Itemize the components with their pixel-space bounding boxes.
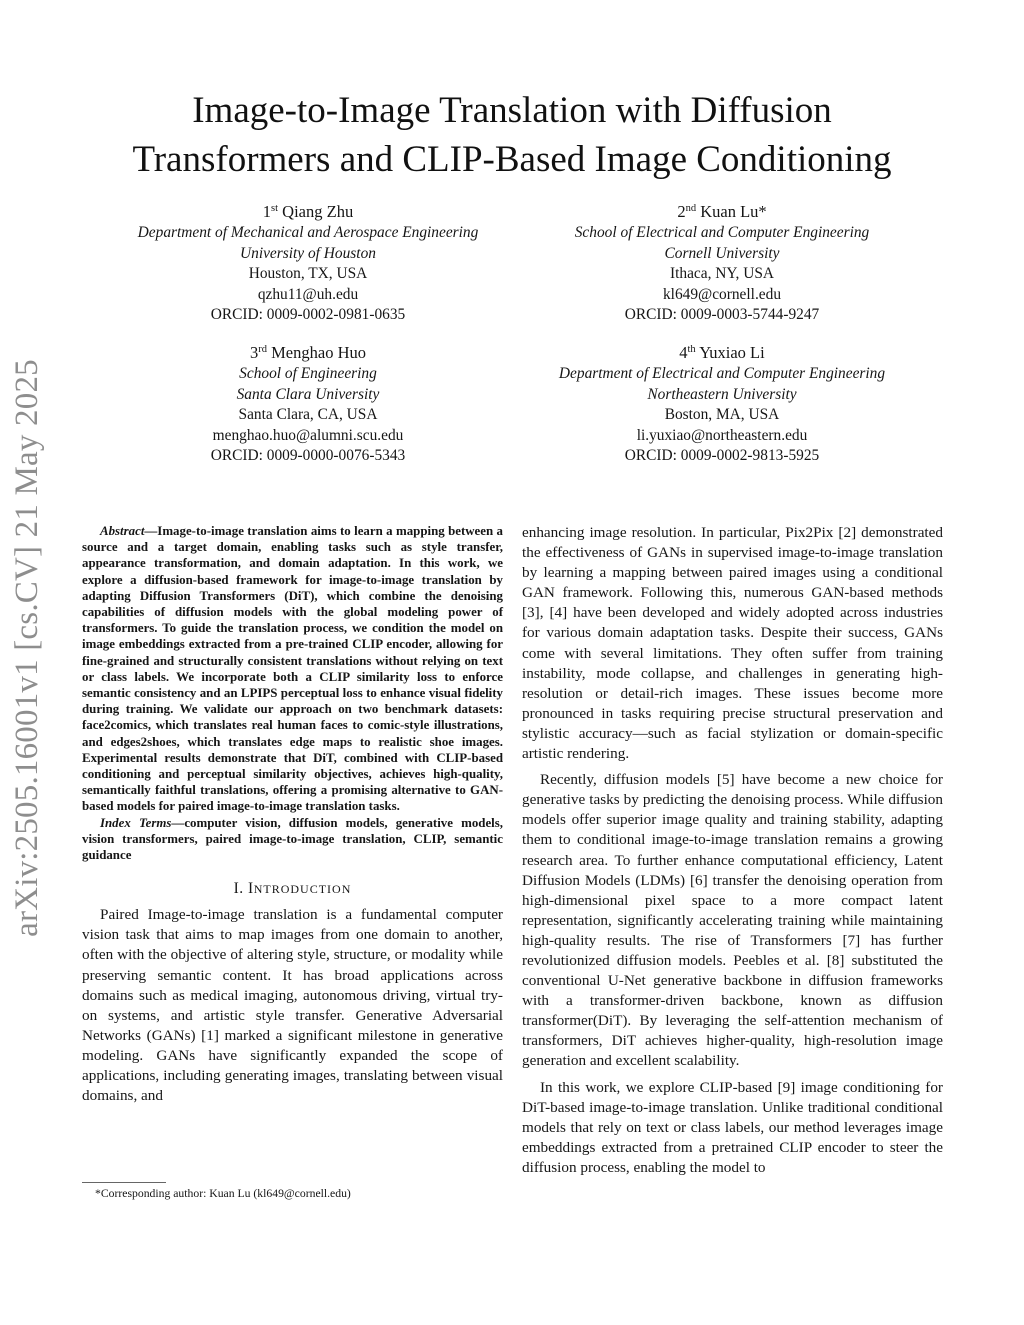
index-terms-text: —computer vision, diffusion models, generative models, vision transformers, paired image-to-image translation, CLIP, semantic guidance xyxy=(82,815,504,863)
author-name: 2nd Kuan Lu* xyxy=(677,202,767,221)
left-column xyxy=(82,523,503,1106)
author-location: Houston, TX, USA xyxy=(248,265,368,282)
right-column xyxy=(522,523,943,1178)
author-orcid: ORCID: 0009-0000-0076-5343 xyxy=(210,447,406,464)
abstract-text: —Image-to-image translation aims to learn a mapping between a source and a target domain, enabling tasks such as style transfer, appearance transformation, and domain adaptation. In this work, we explore a diffusion-based framework for image-to-image translation by adapting Diffusion Transformers (DiT), which combine the denoising capabilities of diffusion models with the global modeling power of transformers. To guide the translation process, we condition the model on image embeddings extracted from a pre-trained CLIP encoder, allowing for fine-grained and structurally consistent translations without relying on text or class labels. We incorporate both a CLIP similarity loss to enforce semantic consistency and an LPIPS perceptual loss to enhance visual fidelity during training. We validate our approach on two benchmark datasets: face2comics, which translates real human faces to comic-style illustrations, and edges2shoes, which translates edge maps to realistic shoe images. Experimental results demonstrate that DiT, combined with CLIP-based conditioning and perceptual similarity objectives, achieves high-quality, semantically faithful translations, offering a promising alternative to GAN-based models for paired image-to-image translation tasks. xyxy=(82,524,503,814)
author-block-1 xyxy=(98,201,518,326)
author-email: kl649@cornell.edu xyxy=(662,285,782,303)
author-block-4 xyxy=(512,342,932,467)
title-line-2: Transformers and CLIP-Based Image Conditioning xyxy=(132,139,892,180)
index-terms xyxy=(82,815,503,864)
author-department: School of Electrical and Computer Engineering xyxy=(574,224,870,241)
author-institution: Northeastern University xyxy=(647,385,797,403)
author-department: School of Engineering xyxy=(239,365,377,382)
author-name: 3rd Menghao Huo xyxy=(250,343,366,362)
title-line-1: Image-to-Image Translation with Diffusion xyxy=(192,90,832,131)
author-orcid: ORCID: 0009-0003-5744-9247 xyxy=(624,306,820,323)
author-orcid: ORCID: 0009-0002-9813-5925 xyxy=(624,447,820,464)
author-email: menghao.huo@alumni.scu.edu xyxy=(212,426,404,444)
abstract xyxy=(82,523,503,815)
body-paragraph: In this work, we explore CLIP-based [9] image conditioning for DiT-based image-to-image translation. Unlike traditional conditional models that rely on text or class labels, our method leverages image embeddings extracted from a pretrained CLIP encoder to steer the diffusion process, enabling the model to xyxy=(522,1078,943,1176)
abstract-label: Abstract xyxy=(100,524,145,538)
footnote-corresponding-author: *Corresponding author: Kuan Lu (kl649@cornell.edu) xyxy=(95,1187,351,1200)
author-location: Santa Clara, CA, USA xyxy=(238,406,378,423)
author-block-2 xyxy=(512,201,932,326)
author-location: Boston, MA, USA xyxy=(664,406,780,423)
author-orcid: ORCID: 0009-0002-0981-0635 xyxy=(210,306,406,323)
section-heading-introduction: I. INTRODUCTION xyxy=(233,880,352,898)
author-email: qzhu11@uh.edu xyxy=(257,285,359,303)
author-department: Department of Mechanical and Aerospace Engineering xyxy=(137,224,479,241)
index-terms-label: Index Terms xyxy=(100,815,172,830)
arxiv-identifier: arXiv:2505.16001v1 [cs.CV] 21 May 2025 xyxy=(9,359,45,937)
body-paragraph: enhancing image resolution. In particular, Pix2Pix [2] demonstrated the effectiveness of GANs in supervised image-to-image translation by learning a mapping between paired images using a conditional GAN framework. Following this, numerous GAN-based methods [3], [4] have been developed and widely adopted across industries for various domain adaptation tasks. Despite their success, GANs come with several limitations. They often suffer from training instability, mode collapse, and challenges in generating high-resolution or detail-rich images. These issues become more pronounced in tasks requiring precise structural preservation and stylistic accuracy—such as facial stylization or domain-specific artistic rendering. xyxy=(522,524,943,763)
author-name: 4th Yuxiao Li xyxy=(679,343,765,362)
author-location: Ithaca, NY, USA xyxy=(669,265,774,282)
author-institution: University of Houston xyxy=(240,244,376,262)
author-institution: Cornell University xyxy=(664,244,780,262)
author-email: li.yuxiao@northeastern.edu xyxy=(636,426,808,444)
author-block-3 xyxy=(98,342,518,467)
body-paragraph: Paired Image-to-image translation is a fundamental computer vision task that aims to map images from one domain to another, often with the objective of altering style, structure, or modality while preserving semantic content. It has broad applications across domains such as medical imaging, autonomous driving, virtual try-on systems, and artistic style transfer. Generative Adversarial Networks (GANs) [1] marked a significant milestone in generative modeling. GANs have significantly expanded the scope of applications, including generating images, translating between visual domains, and xyxy=(82,906,503,1105)
footnote-rule xyxy=(82,1182,166,1183)
author-name: 1st Qiang Zhu xyxy=(262,202,354,221)
author-institution: Santa Clara University xyxy=(236,385,380,403)
paper-title xyxy=(60,86,964,184)
body-paragraph: Recently, diffusion models [5] have become a new choice for generative tasks by predicting the denoising process. While diffusion models offer superior image quality and training stability, adapting them to conditional image-to-image translation remains a growing research area. To further enhance computational efficiency, Latent Diffusion Models (LDMs) [6] transfer the denoising operation from high-dimensional pixel space to a more compact latent representation, significantly accelerating training while maintaining high-quality results. The rise of Transformers [7] has further revolutionized diffusion models. Peebles et al. [8] substituted the conventional U-Net generative backbone in diffusion frameworks with a transformer-driven backbone, known as diffusion transformer(DiT). By leveraging the self-attention mechanism of transformers, DiT achieves higher-quality, high-resolution image generation and excellent scalability. xyxy=(522,771,943,1070)
author-department: Department of Electrical and Computer Engineering xyxy=(558,365,886,382)
